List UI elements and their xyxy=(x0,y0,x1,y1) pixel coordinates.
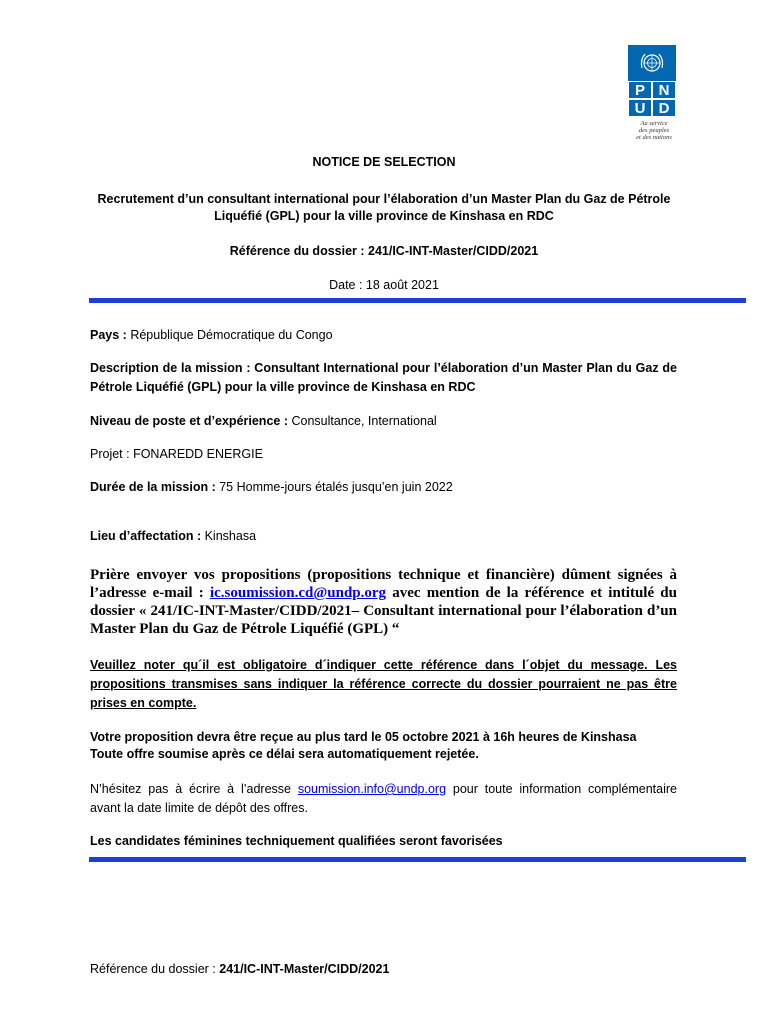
top-divider xyxy=(89,298,746,303)
deadline-line1: Votre proposition devra être reçue au plus tard le 05 octobre 2021 à 16h heures de Kinshasa xyxy=(90,730,637,744)
notice-title: NOTICE DE SELECTION xyxy=(312,155,456,169)
submission-instructions: Prière envoyer vos propositions (propositions technique et financière) dûment signées à l’adresse e-mail : ic.soumission.cd@undp.org avec mention de la référence et intitulé du dossier « 241/IC-INT-Master/CIDD/2021– Consultant international pour l’élaboration d’un Master Plan du Gaz de Pétrole Liquéfié (GPL) “ xyxy=(90,567,677,637)
undp-letters xyxy=(628,81,676,117)
field-niveau: Niveau de poste et d’expérience : Consultance, International xyxy=(90,414,437,428)
field-duree: Durée de la mission : 75 Homme-jours étalés jusqu’en juin 2022 xyxy=(90,480,453,494)
notice-subtitle-line1: Recrutement d’un consultant international pour l’élaboration d’un Master Plan du Gaz de Pétrole xyxy=(97,192,671,206)
reference-notice: Veuillez noter qu´il est obligatoire d´indiquer cette référence dans l´objet du message. Les propositions transmises sans indiquer la référence correcte du dossier pourraient ne pas être prises en compte. xyxy=(90,658,677,710)
field-description: Description de la mission : Consultant International pour l’élaboration d’un Master Plan du Gaz de Pétrole Liquéfié (GPL) pour la ville province de Kinshasa en RDC xyxy=(90,361,677,394)
women-candidates-note: Les candidates féminines techniquement qualifiées seront favorisées xyxy=(90,834,503,848)
logo-letter: U xyxy=(628,99,652,117)
logo-letter: D xyxy=(652,99,676,117)
deadline-line2: Toute offre soumise après ce délai sera automatiquement rejetée. xyxy=(90,747,479,761)
dossier-reference: Référence du dossier : 241/IC-INT-Master/CIDD/2021 xyxy=(229,244,539,258)
notice-subtitle-line2: Liquéfié (GPL) pour la ville province de Kinshasa en RDC xyxy=(214,209,554,223)
logo-letter: P xyxy=(628,81,652,99)
bottom-divider xyxy=(89,857,746,862)
logo-letter: N xyxy=(652,81,676,99)
logo-tagline: Au service des peuples et des nations xyxy=(636,120,672,141)
field-lieu: Lieu d’affectation : Kinshasa xyxy=(90,529,257,543)
contact-email-link[interactable]: soumission.info@undp.org xyxy=(297,782,447,796)
undp-logo xyxy=(628,45,676,141)
field-projet: Projet : FONAREDD ENERGIE xyxy=(90,447,263,461)
submission-email-link[interactable]: ic.soumission.cd@undp.org xyxy=(209,585,387,601)
contact-info: N’hésitez pas à écrire à l’adresse soumission.info@undp.org pour toute information complémentaire avant la date limite de dépôt des offres. xyxy=(90,782,677,815)
footer-reference: Référence du dossier : 241/IC-INT-Master/CIDD/2021 xyxy=(90,962,390,976)
field-pays: Pays : République Démocratique du Congo xyxy=(90,328,333,342)
notice-date: Date : 18 août 2021 xyxy=(329,278,439,292)
un-emblem-icon xyxy=(628,45,676,81)
